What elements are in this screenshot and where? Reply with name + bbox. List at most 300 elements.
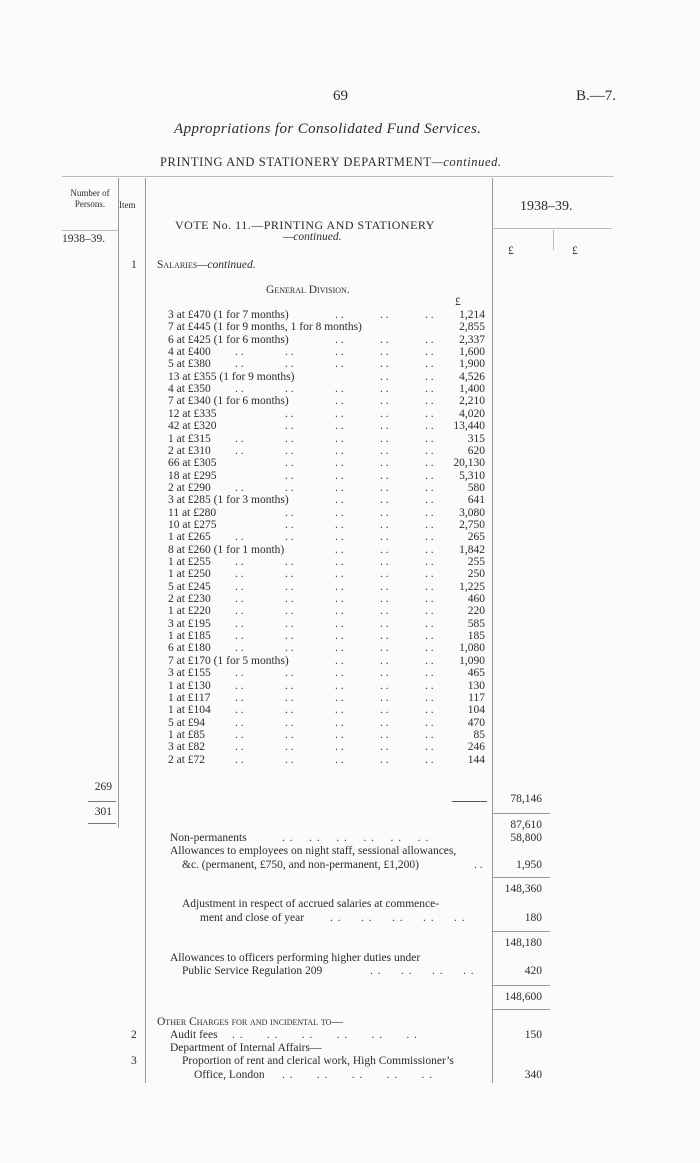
leader-dots: . . <box>235 679 244 692</box>
rent-line-1: Proportion of rent and clerical work, High Commissioner’s <box>182 1055 454 1067</box>
leader-dots: . . <box>425 506 434 519</box>
item-number-1: 1 <box>131 259 137 271</box>
leader-dots: . . <box>335 605 344 618</box>
salary-row-desc: 7 at £340 (1 for 6 months) <box>168 395 289 408</box>
leader-dots: . . <box>380 617 389 630</box>
salary-subtotal: 78,146 <box>510 793 542 805</box>
leader-dots: . . <box>285 617 294 630</box>
leader-dots: . . <box>425 309 434 321</box>
leader-dots: . . <box>425 481 434 494</box>
salary-row-amount: 1,600 <box>459 346 485 359</box>
adjustment-amount: 180 <box>524 912 542 924</box>
leader-dots: . . <box>285 420 294 433</box>
leader-dots: . . <box>380 481 389 494</box>
leader-dots: . . <box>380 568 389 581</box>
higher-duties-leaders: . . . . . . . . <box>370 965 475 977</box>
audit-fees-amount: 150 <box>524 1029 542 1041</box>
leader-dots: . . <box>235 444 244 457</box>
leader-dots: . . <box>380 741 389 754</box>
salary-row-amount: 1,400 <box>459 383 485 396</box>
leader-dots: . . <box>335 593 344 606</box>
salary-row-desc: 13 at £355 (1 for 9 months) <box>168 370 295 383</box>
salary-row-desc: 1 at £265 <box>168 531 211 544</box>
salary-row-amount: 104 <box>467 704 485 717</box>
salary-row-amount: 2,210 <box>459 395 485 408</box>
salary-row-amount: 620 <box>467 444 485 457</box>
leader-dots: . . <box>285 407 294 420</box>
salary-row-amount: 185 <box>467 630 485 643</box>
leader-dots: . . <box>380 630 389 643</box>
leader-dots: . . <box>380 469 389 482</box>
column-divider-amount <box>492 178 493 1083</box>
leader-dots: . . <box>425 407 434 420</box>
leader-dots: . . <box>285 432 294 445</box>
amount-rule-3 <box>492 931 550 932</box>
rent-leaders: . . . . . . . . . . <box>282 1069 434 1081</box>
leader-dots: . . <box>335 309 344 321</box>
allowances-leaders: . . <box>474 859 483 871</box>
salary-row-amount: 265 <box>467 531 485 544</box>
leader-dots: . . <box>380 346 389 359</box>
leader-dots: . . <box>380 691 389 704</box>
adjustment-line-2: ment and close of year <box>200 912 305 924</box>
leader-dots: . . <box>425 457 434 470</box>
leader-dots: . . <box>380 358 389 371</box>
amount-rule-4 <box>492 985 550 986</box>
leader-dots: . . <box>335 383 344 396</box>
salary-row-desc: 10 at £275 <box>168 518 217 531</box>
leader-dots: . . <box>380 395 389 408</box>
page-number: 69 <box>333 88 348 104</box>
department-name: PRINTING AND STATIONERY DEPARTMENT <box>160 155 432 169</box>
leader-dots: . . <box>335 667 344 680</box>
leader-dots: . . <box>380 518 389 531</box>
adjustment-leaders: . . . . . . . . . . <box>330 912 466 924</box>
leader-dots: . . <box>380 593 389 606</box>
salary-row-amount: 2,855 <box>459 321 485 334</box>
leader-dots: . . <box>380 580 389 593</box>
table-top-rule <box>62 176 614 177</box>
item-number-3: 3 <box>131 1055 137 1067</box>
other-charges-heading: Other Charges for and incidental to— <box>157 1016 343 1028</box>
leader-dots: . . <box>380 420 389 433</box>
leader-dots: . . <box>235 481 244 494</box>
department-heading <box>160 155 502 170</box>
leader-dots: . . <box>335 617 344 630</box>
salary-row-amount: 117 <box>468 691 485 704</box>
salary-row-amount: 4,020 <box>459 407 485 420</box>
salary-row-desc: 1 at £255 <box>168 556 211 568</box>
salary-row-amount: 20,130 <box>453 457 485 470</box>
salary-row-desc: 3 at £195 <box>168 617 211 630</box>
header-rule-persons <box>62 230 118 231</box>
leader-dots: . . <box>380 642 389 655</box>
leader-dots: . . <box>425 358 434 371</box>
leader-dots: . . <box>335 543 344 556</box>
leader-dots: . . <box>335 704 344 717</box>
leader-dots: . . <box>335 457 344 470</box>
leader-dots: . . <box>425 568 434 581</box>
leader-dots: . . <box>235 691 244 704</box>
salary-row-desc: 1 at £315 <box>168 432 211 445</box>
leader-dots: . . <box>335 556 344 568</box>
salary-row-desc: 2 at £72 <box>168 753 206 766</box>
currency-header-1: £ <box>508 245 514 257</box>
leader-dots: . . <box>285 358 294 371</box>
nonperm-amount: 58,800 <box>510 832 542 844</box>
leader-dots: . . <box>380 728 389 741</box>
salary-row-desc: 1 at £117 <box>168 691 211 704</box>
leader-dots: . . <box>425 679 434 692</box>
leader-dots: . . <box>235 716 244 729</box>
leader-dots: . . <box>380 753 389 766</box>
salary-row-desc: 2 at £230 <box>168 593 211 606</box>
salaries-heading <box>157 259 256 272</box>
leader-dots: . . <box>335 420 344 433</box>
persons-header <box>62 188 118 210</box>
leader-dots: . . <box>285 753 294 766</box>
salary-row-desc: 18 at £295 <box>168 469 217 482</box>
persons-subtotal: 269 <box>94 781 112 793</box>
leader-dots: . . <box>425 494 434 507</box>
amount-year: 1938–39. <box>520 199 573 214</box>
leader-dots: . . <box>425 617 434 630</box>
leader-dots: . . <box>235 568 244 581</box>
salary-row-desc: 4 at £350 <box>168 383 211 396</box>
header-rule-amount <box>492 228 612 229</box>
higher-duties-line-1: Allowances to officers performing higher duties under <box>170 952 421 964</box>
total-4: 148,600 <box>504 991 542 1003</box>
salaries-currency: £ <box>455 296 461 308</box>
leader-dots: . . <box>380 506 389 519</box>
leader-dots: . . <box>425 716 434 729</box>
leader-dots: . . <box>235 358 244 371</box>
leader-dots: . . <box>335 395 344 408</box>
leader-dots: . . <box>380 457 389 470</box>
leader-dots: . . <box>285 469 294 482</box>
salary-row-desc: 1 at £130 <box>168 679 211 692</box>
leader-dots: . . <box>285 568 294 581</box>
leader-dots: . . <box>335 679 344 692</box>
salary-row-amount: 2,750 <box>459 518 485 531</box>
salary-row-desc: 12 at £335 <box>168 407 217 420</box>
salary-row-desc: 1 at £185 <box>168 630 211 643</box>
leader-dots: . . <box>425 432 434 445</box>
salary-subtotal-rule <box>452 801 487 802</box>
salary-row-amount: 220 <box>467 605 485 618</box>
leader-dots: . . <box>380 432 389 445</box>
salary-row-amount: 580 <box>467 481 485 494</box>
leader-dots: . . <box>335 333 344 346</box>
salary-row-amount: 4,526 <box>459 370 485 383</box>
salary-row-desc: 5 at £94 <box>168 716 206 729</box>
leader-dots: . . <box>380 333 389 346</box>
column-divider-amount2 <box>553 230 554 250</box>
leader-dots: . . <box>335 481 344 494</box>
leader-dots: . . <box>335 716 344 729</box>
leader-dots: . . <box>335 654 344 667</box>
leader-dots: . . <box>380 679 389 692</box>
leader-dots: . . <box>380 383 389 396</box>
salary-row-amount: 13,440 <box>453 420 485 433</box>
leader-dots: . . <box>235 531 244 544</box>
leader-dots: . . <box>425 605 434 618</box>
total-1: 87,610 <box>510 819 542 831</box>
leader-dots: . . <box>425 654 434 667</box>
leader-dots: . . <box>285 518 294 531</box>
leader-dots: . . <box>335 358 344 371</box>
division-heading: General Division. <box>266 284 350 296</box>
nonperm-leaders: . . . . . . . . . . . . <box>282 832 430 844</box>
leader-dots: . . <box>425 395 434 408</box>
adjustment-line-1: Adjustment in respect of accrued salaries at commence- <box>182 898 440 910</box>
persons-total: 301 <box>94 806 112 818</box>
leader-dots: . . <box>425 753 434 766</box>
persons-label: Persons. <box>74 199 106 209</box>
leader-dots: . . <box>425 346 434 359</box>
salary-row-amount: 1,900 <box>459 358 485 371</box>
item-header: Item <box>119 200 136 210</box>
salary-row-amount: 130 <box>467 679 485 692</box>
leader-dots: . . <box>425 531 434 544</box>
leader-dots: . . <box>235 741 244 754</box>
leader-dots: . . <box>425 642 434 655</box>
leader-dots: . . <box>285 741 294 754</box>
leader-dots: . . <box>335 407 344 420</box>
salary-row-desc: 1 at £220 <box>168 605 211 618</box>
salary-row-amount: 1,090 <box>459 654 485 667</box>
leader-dots: . . <box>425 469 434 482</box>
leader-dots: . . <box>235 605 244 618</box>
leader-dots: . . <box>380 556 389 568</box>
leader-dots: . . <box>335 642 344 655</box>
salary-row-desc: 1 at £85 <box>168 728 206 741</box>
salary-row-desc: 6 at £180 <box>168 642 211 655</box>
nonperm-label: Non-permanents <box>170 832 247 844</box>
leader-dots: . . <box>235 593 244 606</box>
leader-dots: . . <box>425 383 434 396</box>
salary-row-amount: 641 <box>467 494 485 507</box>
salary-row-desc: 7 at £445 (1 for 9 months, 1 for 8 months) <box>168 321 362 334</box>
salary-row-desc: 3 at £470 (1 for 7 months) <box>168 309 289 321</box>
salary-row-amount: 144 <box>467 753 485 766</box>
salary-row-amount: 255 <box>467 556 485 568</box>
leader-dots: . . <box>285 691 294 704</box>
audit-fees-leaders: . . . . . . . . . . . . <box>232 1029 418 1041</box>
allowances-line-2: &c. (permanent, £750, and non-permanent, £1,200) <box>182 859 419 871</box>
leader-dots: . . <box>380 309 389 321</box>
rent-line-2: Office, London <box>194 1069 265 1081</box>
page-title: Appropriations for Consolidated Fund Services. <box>174 121 482 137</box>
salary-row-amount: 250 <box>467 568 485 581</box>
salary-row-amount: 460 <box>467 593 485 606</box>
amount-rule-5 <box>492 1009 550 1010</box>
leader-dots: . . <box>235 346 244 359</box>
salary-row-desc: 1 at £250 <box>168 568 211 581</box>
leader-dots: . . <box>235 630 244 643</box>
leader-dots: . . <box>380 605 389 618</box>
salary-row-amount: 2,337 <box>459 333 485 346</box>
salary-row-amount: 5,310 <box>459 469 485 482</box>
leader-dots: . . <box>285 630 294 643</box>
leader-dots: . . <box>425 333 434 346</box>
column-divider-item <box>145 178 146 1083</box>
leader-dots: . . <box>285 728 294 741</box>
salary-row-amount: 85 <box>473 728 485 741</box>
leader-dots: . . <box>235 642 244 655</box>
leader-dots: . . <box>380 370 389 383</box>
rent-amount: 340 <box>524 1069 542 1081</box>
leader-dots: . . <box>235 383 244 396</box>
vote-title: VOTE No. 11.—PRINTING AND STATIONERY <box>175 218 435 232</box>
leader-dots: . . <box>380 654 389 667</box>
leader-dots: . . <box>335 444 344 457</box>
leader-dots: . . <box>425 667 434 680</box>
leader-dots: . . <box>285 383 294 396</box>
leader-dots: . . <box>380 667 389 680</box>
salary-row-amount: 470 <box>467 716 485 729</box>
leader-dots: . . <box>335 346 344 359</box>
leader-dots: . . <box>335 753 344 766</box>
leader-dots: . . <box>335 728 344 741</box>
leader-dots: . . <box>235 728 244 741</box>
leader-dots: . . <box>335 432 344 445</box>
currency-header-2: £ <box>572 245 578 257</box>
salary-row-desc: 6 at £425 (1 for 6 months) <box>168 333 289 346</box>
salary-row-amount: 465 <box>467 667 485 680</box>
salary-row-desc: 5 at £245 <box>168 580 211 593</box>
amount-rule-1 <box>492 813 550 814</box>
leader-dots: . . <box>335 494 344 507</box>
leader-dots: . . <box>285 506 294 519</box>
leader-dots: . . <box>235 667 244 680</box>
salary-row-desc: 4 at £400 <box>168 346 211 359</box>
leader-dots: . . <box>285 642 294 655</box>
leader-dots: . . <box>335 506 344 519</box>
leader-dots: . . <box>285 704 294 717</box>
leader-dots: . . <box>425 444 434 457</box>
leader-dots: . . <box>285 481 294 494</box>
leader-dots: . . <box>335 630 344 643</box>
salary-row-desc: 2 at £310 <box>168 444 211 457</box>
leader-dots: . . <box>285 716 294 729</box>
number-of-label: Number of <box>70 188 110 198</box>
persons-total-rule <box>88 823 116 824</box>
leader-dots: . . <box>425 543 434 556</box>
salaries-label: Salaries <box>157 259 198 271</box>
salary-row-desc: 42 at £320 <box>168 420 217 433</box>
leader-dots: . . <box>285 531 294 544</box>
salary-row-desc: 5 at £380 <box>168 358 211 371</box>
salary-row-amount: 315 <box>467 432 485 445</box>
audit-fees-label: Audit fees <box>170 1029 218 1041</box>
leader-dots: . . <box>425 580 434 593</box>
leader-dots: . . <box>285 593 294 606</box>
leader-dots: . . <box>425 593 434 606</box>
leader-dots: . . <box>425 728 434 741</box>
leader-dots: . . <box>285 667 294 680</box>
leader-dots: . . <box>425 370 434 383</box>
leader-dots: . . <box>235 617 244 630</box>
leader-dots: . . <box>235 432 244 445</box>
leader-dots: . . <box>425 556 434 568</box>
allowances-amount: 1,950 <box>516 859 542 871</box>
persons-subtotal-rule <box>88 801 116 802</box>
internal-affairs-label: Department of Internal Affairs— <box>170 1042 322 1054</box>
salary-row-desc: 7 at £170 (1 for 5 months) <box>168 654 289 667</box>
leader-dots: . . <box>425 518 434 531</box>
leader-dots: . . <box>380 531 389 544</box>
leader-dots: . . <box>335 531 344 544</box>
salary-row-amount: 1,080 <box>459 642 485 655</box>
salary-row-amount: 246 <box>467 741 485 754</box>
leader-dots: . . <box>235 556 244 568</box>
leader-dots: . . <box>380 494 389 507</box>
salary-row-amount: 585 <box>467 617 485 630</box>
salary-row-desc: 3 at £155 <box>168 667 211 680</box>
leader-dots: . . <box>425 691 434 704</box>
salary-row-amount: 1,214 <box>459 309 485 321</box>
salary-row-amount: 1,842 <box>459 543 485 556</box>
total-3: 148,180 <box>504 937 542 949</box>
salary-row-desc: 11 at £280 <box>168 506 217 519</box>
vote-continued: —continued. <box>283 231 342 243</box>
salary-row-desc: 66 at £305 <box>168 457 217 470</box>
allowances-line-1: Allowances to employees on night staff, sessional allowances, <box>170 845 457 857</box>
leader-dots: . . <box>425 630 434 643</box>
amount-rule-2 <box>492 877 550 878</box>
leader-dots: . . <box>285 679 294 692</box>
leader-dots: . . <box>380 444 389 457</box>
salary-row-desc: 3 at £285 (1 for 3 months) <box>168 494 289 507</box>
leader-dots: . . <box>285 346 294 359</box>
higher-duties-amount: 420 <box>524 965 542 977</box>
leader-dots: . . <box>285 444 294 457</box>
leader-dots: . . <box>425 420 434 433</box>
total-2: 148,360 <box>504 883 542 895</box>
column-divider-persons <box>118 178 119 828</box>
salary-row-desc: 1 at £104 <box>168 704 211 717</box>
leader-dots: . . <box>285 457 294 470</box>
leader-dots: . . <box>380 704 389 717</box>
leader-dots: . . <box>380 716 389 729</box>
salaries-continued: —continued. <box>197 259 256 271</box>
leader-dots: . . <box>335 691 344 704</box>
department-suffix: —continued. <box>431 155 502 169</box>
leader-dots: . . <box>335 580 344 593</box>
leader-dots: . . <box>380 543 389 556</box>
leader-dots: . . <box>335 469 344 482</box>
persons-year: 1938–39. <box>62 233 106 245</box>
leader-dots: . . <box>285 556 294 568</box>
document-reference: B.—7. <box>576 88 617 104</box>
leader-dots: . . <box>335 518 344 531</box>
leader-dots: . . <box>335 741 344 754</box>
salary-row-amount: 3,080 <box>459 506 485 519</box>
salary-row-desc: 2 at £290 <box>168 481 211 494</box>
leader-dots: . . <box>285 580 294 593</box>
leader-dots: . . <box>425 704 434 717</box>
salary-row-desc: 8 at £260 (1 for 1 month) <box>168 543 285 556</box>
leader-dots: . . <box>380 407 389 420</box>
leader-dots: . . <box>335 568 344 581</box>
item-number-2: 2 <box>131 1029 137 1041</box>
salary-row-amount: 1,225 <box>459 580 485 593</box>
salary-row-desc: 3 at £82 <box>168 741 206 754</box>
leader-dots: . . <box>235 704 244 717</box>
leader-dots: . . <box>285 605 294 618</box>
leader-dots: . . <box>235 580 244 593</box>
